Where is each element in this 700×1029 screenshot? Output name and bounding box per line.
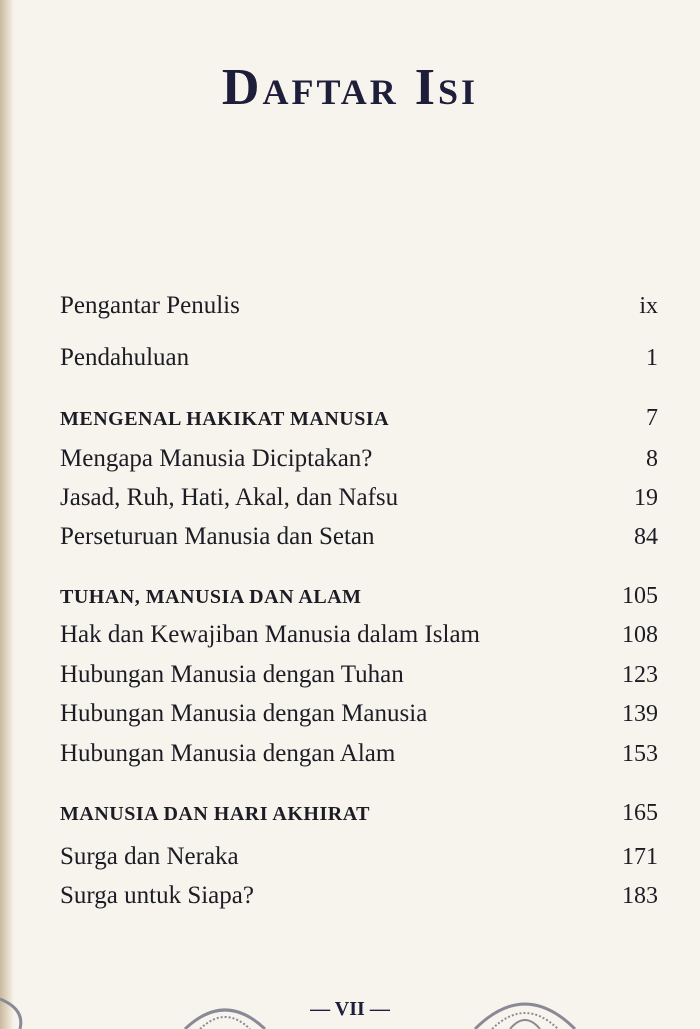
toc-entry-label: Hubungan Manusia dengan Manusia	[60, 700, 428, 727]
toc-entry[interactable]	[60, 445, 660, 481]
toc-entry-page: 153	[622, 741, 658, 767]
toc-entry-page: 123	[622, 662, 658, 688]
toc-entry-label: Surga dan Neraka	[60, 843, 239, 870]
toc-entry[interactable]	[60, 484, 660, 520]
toc-entry-page: 84	[634, 524, 658, 550]
toc-entry-label: Hubungan Manusia dengan Tuhan	[60, 661, 404, 688]
toc-entry-page: 7	[646, 405, 658, 431]
toc-entry-label: Perseturuan Manusia dan Setan	[60, 523, 375, 550]
toc-entry[interactable]	[60, 740, 660, 776]
toc-section-label: MANUSIA DAN HARI AKHIRAT	[60, 803, 370, 825]
page-binding-edge	[0, 0, 14, 1029]
toc-section-heading[interactable]	[60, 405, 660, 441]
toc-entry-label: Surga untuk Siapa?	[60, 882, 254, 909]
toc-entry-page: 19	[634, 485, 658, 511]
toc-entry[interactable]	[60, 661, 660, 697]
toc-entry[interactable]	[60, 292, 660, 328]
toc-entry-page: 165	[622, 800, 658, 826]
toc-entry-page: 8	[646, 446, 658, 472]
toc-section-heading[interactable]	[60, 800, 660, 836]
right-ornament-icon	[470, 989, 580, 1029]
toc-entry-label: Mengapa Manusia Diciptakan?	[60, 445, 373, 472]
toc-entry-label: Hubungan Manusia dengan Alam	[60, 740, 396, 767]
toc-section-heading[interactable]	[60, 583, 660, 619]
toc-entry-page: 183	[622, 883, 658, 909]
toc-entry-page: ix	[639, 293, 658, 319]
toc-entry-page: 1	[646, 345, 658, 371]
toc-entry[interactable]	[60, 344, 660, 380]
toc-entry[interactable]	[60, 621, 660, 657]
toc-section-label: MENGENAL HAKIKAT MANUSIA	[60, 408, 390, 430]
toc-section-label: TUHAN, MANUSIA DAN ALAM	[60, 586, 362, 608]
toc-entry-page: 108	[622, 622, 658, 648]
toc-entry[interactable]	[60, 700, 660, 736]
left-ornament-icon	[180, 999, 270, 1029]
toc-entry-page: 105	[622, 583, 658, 609]
corner-ornament-icon	[0, 989, 30, 1029]
toc-entry-page: 139	[622, 701, 658, 727]
toc-entry-label: Jasad, Ruh, Hati, Akal, dan Nafsu	[60, 484, 399, 511]
toc-entry[interactable]	[60, 882, 660, 918]
toc-entry-label: Hak dan Kewajiban Manusia dalam Islam	[60, 621, 481, 648]
toc-entry-label: Pendahuluan	[60, 344, 190, 371]
toc-entry-page: 171	[622, 844, 658, 870]
toc-entry[interactable]	[60, 843, 660, 879]
page-number: — VII —	[310, 998, 390, 1020]
toc-entry[interactable]	[60, 523, 660, 559]
page-title: Daftar Isi	[221, 59, 479, 116]
toc-entry-label: Pengantar Penulis	[60, 292, 240, 319]
